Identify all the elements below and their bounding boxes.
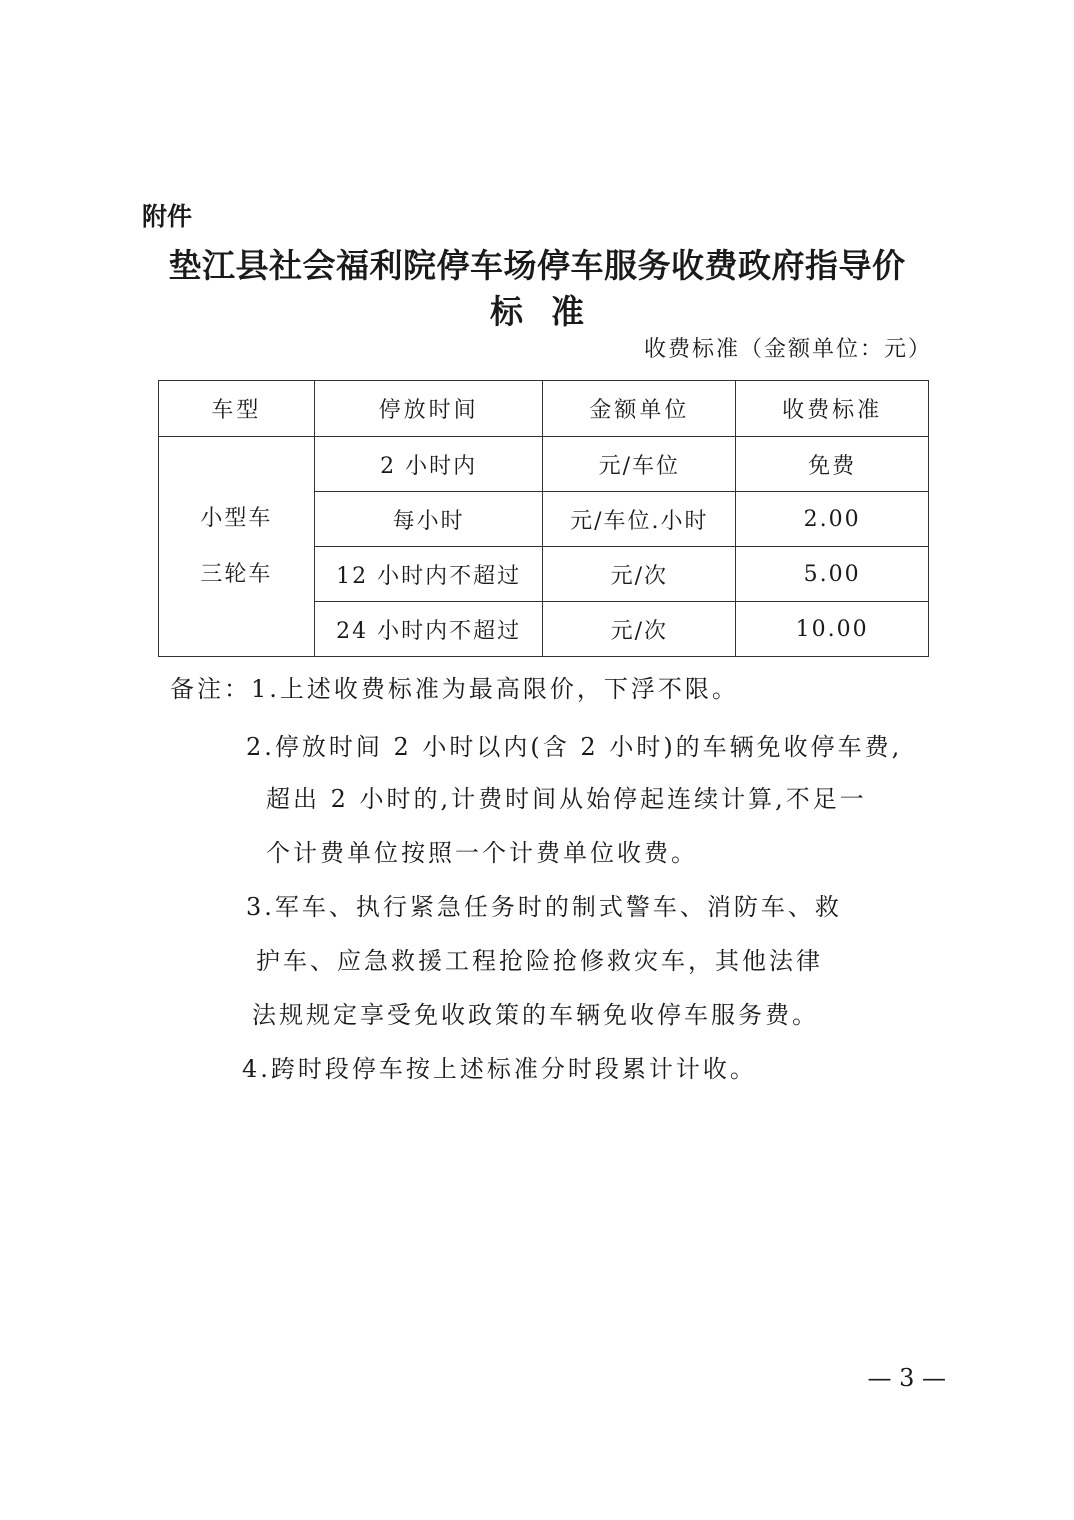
table-row xyxy=(159,437,929,492)
page-number: — 3 — xyxy=(867,1364,946,1392)
fee-cell: 10.00 xyxy=(736,602,929,657)
note-3-cont: 护车、应急救援工程抢险抢修救灾车，其他法律 xyxy=(256,947,823,975)
note-2-cont: 个计费单位按照一个计费单位收费。 xyxy=(266,839,698,867)
parking-time-cell: 24 小时内不超过 xyxy=(314,602,543,657)
vehicle-type-small-car: 小型车 xyxy=(200,505,273,531)
header-parking-time: 停放时间 xyxy=(314,381,543,437)
amount-unit-cell: 元/次 xyxy=(543,547,736,602)
parking-time-cell: 12 小时内不超过 xyxy=(314,547,543,602)
fee-cell: 免费 xyxy=(736,437,929,492)
fee-cell: 2.00 xyxy=(736,492,929,547)
amount-unit-cell: 元/车位.小时 xyxy=(543,492,736,547)
amount-unit-cell: 元/次 xyxy=(543,602,736,657)
parking-time-cell: 2 小时内 xyxy=(314,437,543,492)
note-3-cont: 法规规定享受免收政策的车辆免收停车服务费。 xyxy=(252,1001,819,1029)
note-2: 2.停放时间 2 小时以内(含 2 小时)的车辆免收停车费, xyxy=(246,733,903,761)
unit-note: 收费标准（金额单位：元） xyxy=(643,337,932,362)
note-2-cont: 超出 2 小时的,计费时间从始停起连续计算,不足一 xyxy=(266,785,867,813)
header-amount-unit: 金额单位 xyxy=(543,381,736,437)
fee-table xyxy=(158,380,929,657)
fee-cell: 5.00 xyxy=(736,547,929,602)
vehicle-type-cell xyxy=(159,437,315,657)
table-header-row xyxy=(159,381,929,437)
document-title-line1: 垫江县社会福利院停车场停车服务收费政府指导价 xyxy=(168,246,906,285)
vehicle-type-tricycle: 三轮车 xyxy=(200,561,273,587)
attachment-label: 附件 xyxy=(142,202,193,231)
note-3: 3.军车、执行紧急任务时的制式警车、消防车、救 xyxy=(246,893,842,921)
document-title-line2: 标准 xyxy=(490,292,612,331)
amount-unit-cell: 元/车位 xyxy=(543,437,736,492)
header-fee-standard: 收费标准 xyxy=(736,381,929,437)
note-4: 4.跨时段停车按上述标准分时段累计计收。 xyxy=(242,1055,757,1083)
header-vehicle-type: 车型 xyxy=(159,381,315,437)
parking-time-cell: 每小时 xyxy=(314,492,543,547)
note-1: 备注：1.上述收费标准为最高限价，下浮不限。 xyxy=(170,675,739,703)
